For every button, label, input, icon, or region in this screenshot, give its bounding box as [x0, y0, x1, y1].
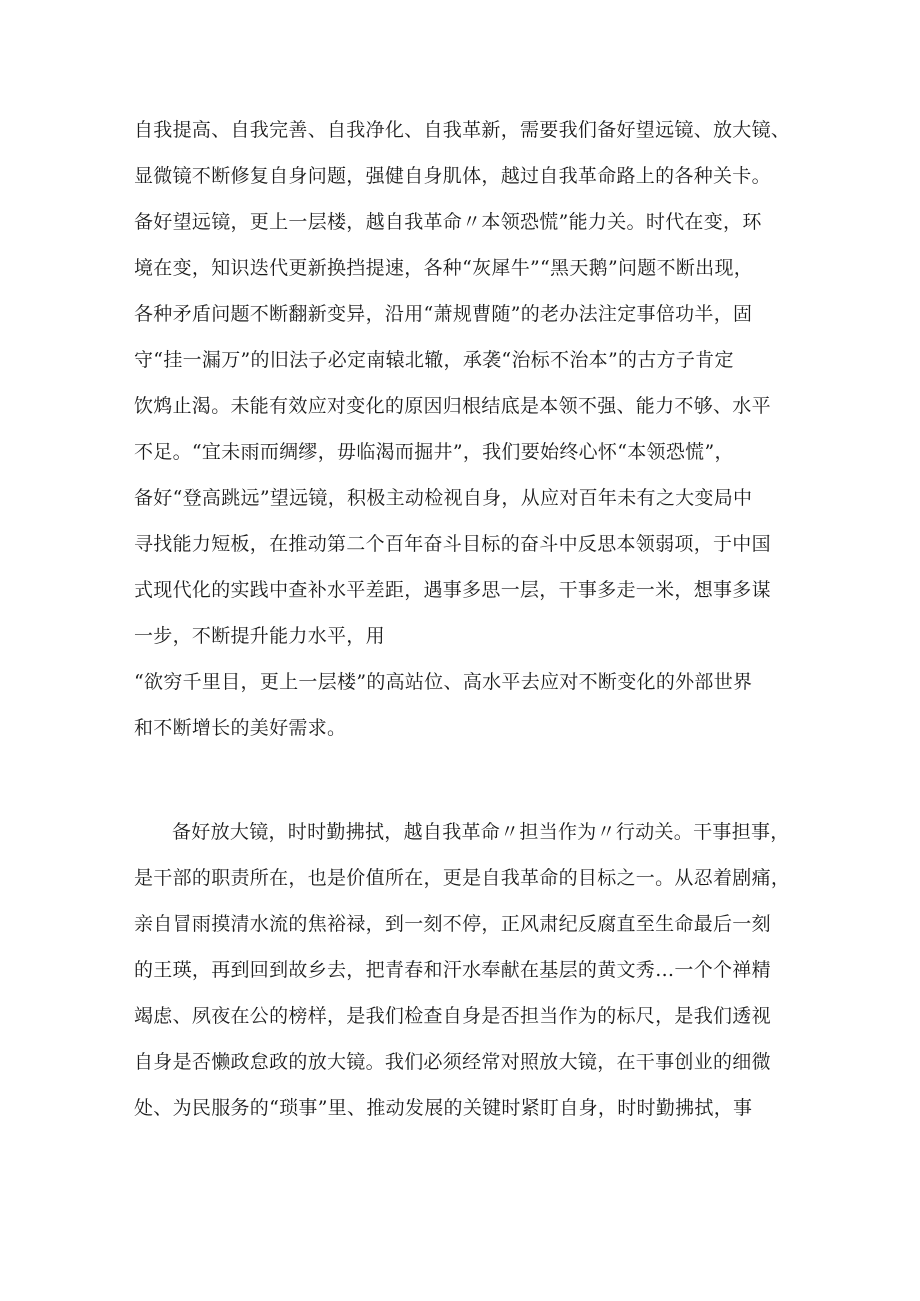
paragraph-1-line-11: 式现代化的实践中查补水平差距，遇事多思一层，干事多走一米，想事多谋 [134, 579, 771, 601]
paragraph-1-line-5: 各种矛盾问题不断翻新变异，沿用“萧规曹随”的老办法注定事倍功半，固 [134, 303, 753, 325]
paragraph-2-line-3: 亲自冒雨摸清水流的焦裕禄，到一刻不停，正风肃纪反腐直至生命最后一刻 [134, 913, 771, 935]
paragraph-1-line-13: “欲穷千里目，更上一层楼”的高站位、高水平去应对不断变化的外部世界 [134, 671, 753, 693]
paragraph-2-line-6: 自身是否懒政怠政的放大镜。我们必须经常对照放大镜，在干事创业的细微 [134, 1051, 771, 1073]
paragraph-2-line-2: 是干部的职责所在，也是价值所在，更是自我革命的目标之一。从忍着剧痛， [134, 867, 791, 889]
paragraph-1-line-12: 一步，不断提升能力水平，用 [134, 625, 385, 647]
paragraph-2-line-5: 竭虑、夙夜在公的榜样，是我们检查自身是否担当作为的标尺，是我们透视 [134, 1005, 771, 1027]
paragraph-2-line-4: 的王瑛，再到回到故乡去，把青春和汗水奉献在基层的黄文秀…一个个禅精 [134, 959, 771, 981]
paragraph-1-line-2: 显微镜不断修复自身问题，强健自身肌体，越过自我革命路上的各种关卡。 [134, 165, 771, 187]
paragraph-2-line-1: 备好放大镜，时时勤拂拭，越自我革命〃担当作为〃行动关。干事担事， [172, 821, 790, 843]
paragraph-1-line-3: 备好望远镜，更上一层楼，越自我革命〃本领恐慌”能力关。时代在变，环 [134, 211, 762, 233]
paragraph-1-line-9: 备好“登高跳远”望远镜，积极主动检视自身，从应对百年未有之大变局中 [134, 487, 753, 509]
paragraph-1-line-10: 寻找能力短板，在推动第二个百年奋斗目标的奋斗中反思本领弱项，于中国 [134, 533, 771, 555]
paragraph-1-line-4: 境在变，知识迭代更新换挡提速，各种“灰犀牛”“黑天鹅”问题不断出现， [134, 257, 754, 279]
paragraph-1-line-6: 守“挂一漏万”的旧法子必定南辕北辙，承袭“治标不治本”的古方子肯定 [134, 349, 734, 371]
paragraph-1-line-14: 和不断增长的美好需求。 [134, 717, 347, 739]
paragraph-1-line-7: 饮鸩止渴。未能有效应对变化的原因归根结底是本领不强、能力不够、水平 [134, 395, 771, 417]
paragraph-1-line-1: 自我提高、自我完善、自我净化、自我革新，需要我们备好望远镜、放大镜、 [134, 119, 791, 141]
paragraph-1-line-8: 不足。“宜未雨而绸缪，毋临渴而掘井”，我们要始终心怀“本领恐慌”， [134, 441, 734, 463]
paragraph-2-line-7: 处、为民服务的“琐事”里、推动发展的关键时紧盯自身，时时勤拂拭，事 [134, 1097, 753, 1119]
